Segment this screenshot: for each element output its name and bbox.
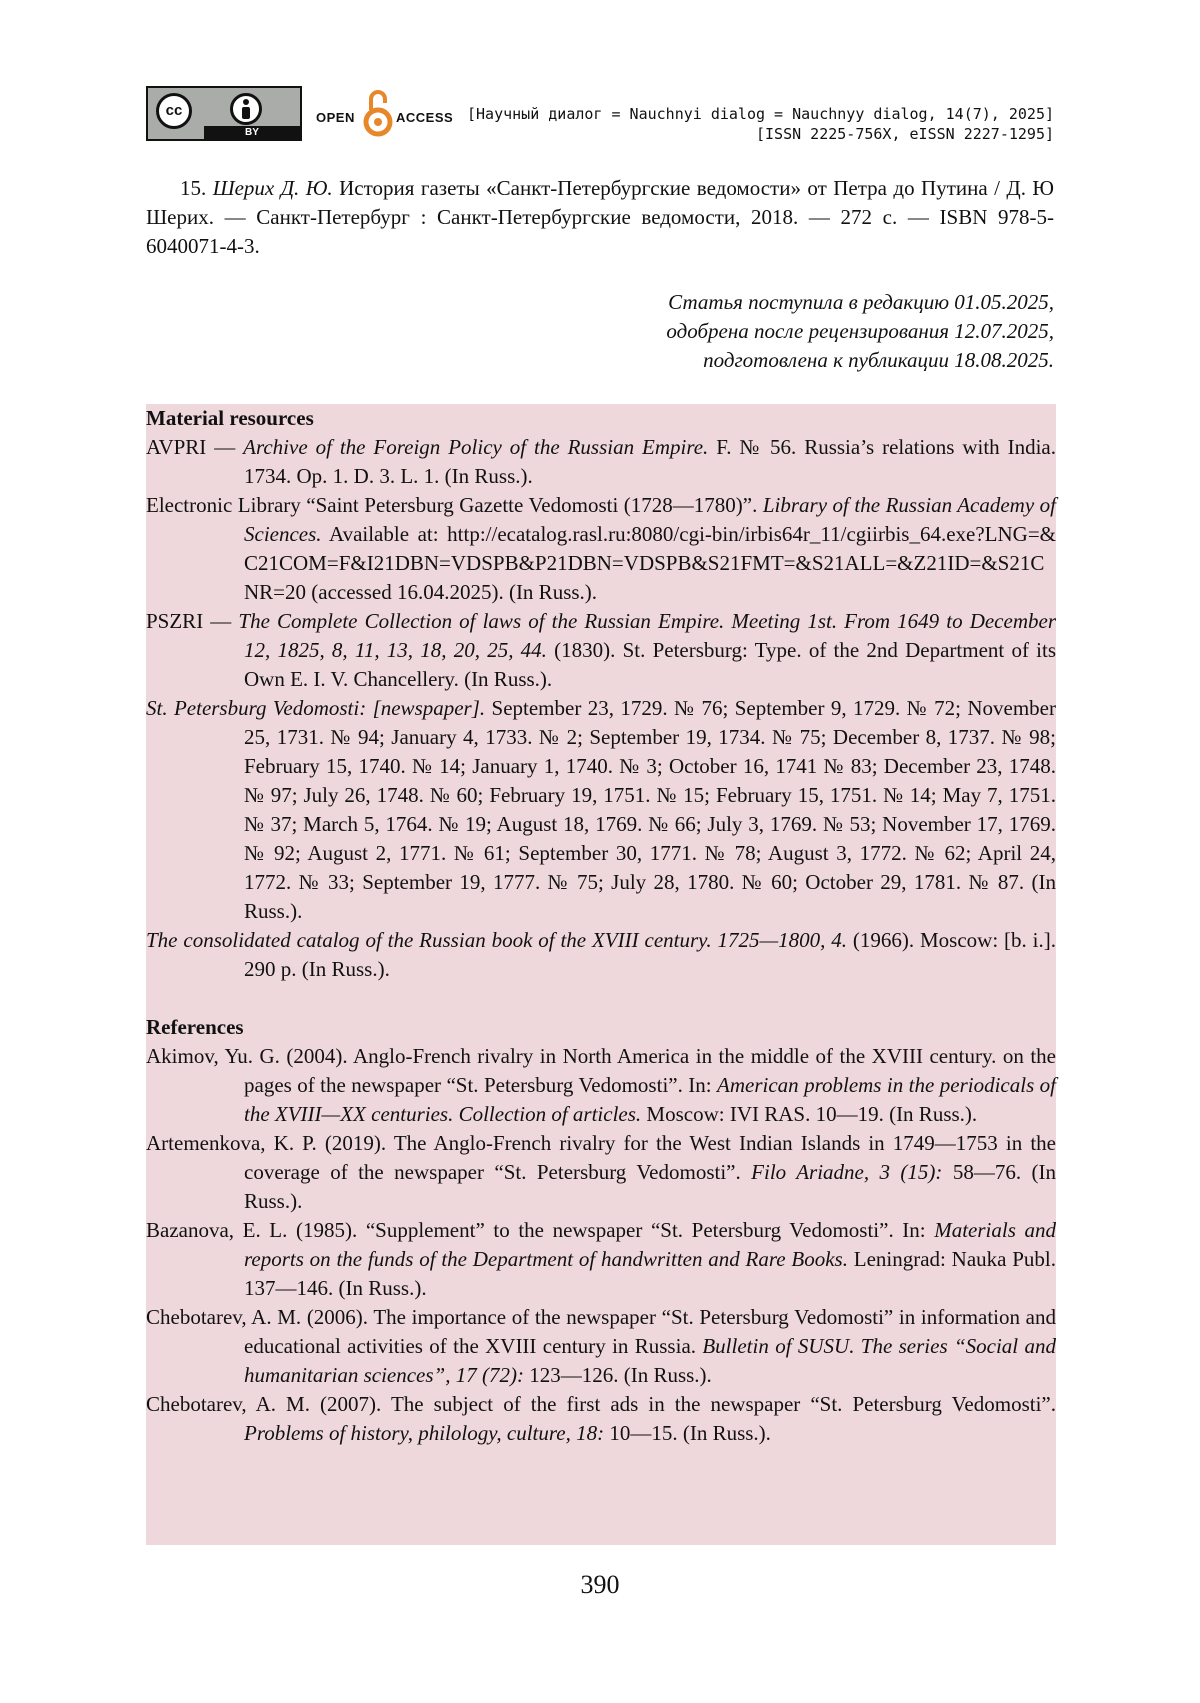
attribution-person-icon: [230, 93, 262, 125]
creative-commons-icon: cc: [156, 93, 192, 129]
journal-citation: [467, 104, 1054, 144]
by-label: BY: [204, 126, 300, 139]
reference-entry-akimov: Akimov, Yu. G. (2004). Anglo-French rivalry in North America in the middle of the XVIII century. on the pages of the newspaper “St. Petersburg Vedomosti”. In: American problems in the periodicals of the XVIII—XX centuries. Collection of articles. Moscow: IVI RAS. 10—19. (In Russ.).: [146, 1044, 1056, 1126]
material-entry-st-petersburg-vedomosti: St. Petersburg Vedomosti: [newspaper]. September 23, 1729. № 76; September 9, 1729. № 72; November 25, 1731. № 94; January 4, 1733. № 2; September 19, 1734. № 75; December 8, 1737. № 98; February 15, 1740. № 14; January 1, 1740. № 3; October 16, 1741 № 83; December 23, 1748. № 97; July 26, 1748. № 60; February 19, 1751. № 15; February 15, 1751. № 14; May 7, 1751. № 37; March 5, 1764. № 19; August 18, 1769. № 66; July 3, 1769. № 53; November 17, 1769. № 92; August 2, 1771. № 61; September 30, 1771. № 78; August 3, 1772. № 62; April 24, 1772. № 33; September 19, 1777. № 75; July 28, 1780. № 60; October 29, 1781. № 87. (In Russ.).: [146, 696, 1056, 923]
reference-entry-chebotarev-2006: Chebotarev, A. M. (2006). The importance of the newspaper “St. Petersburg Vedomosti” in information and educational activities of the XVIII century in Russia. Bulletin of SUSU. The series “Social and humanitarian sciences”, 17 (72): 123—126. (In Russ.).: [146, 1305, 1056, 1387]
material-entry-consolidated-catalog: The consolidated catalog of the Russian book of the XVIII century. 1725—1800, 4. (1966). Moscow: [b. i.]. 290 p. (In Russ.).: [146, 928, 1056, 981]
bibliography-english: [146, 404, 1056, 1448]
open-access-lock-icon: [363, 86, 393, 140]
reference-author: Шерих Д. Ю.: [212, 176, 333, 200]
material-entry-electronic-library: Electronic Library “Saint Petersburg Gazette Vedomosti (1728—1780)”. Library of the Russian Academy of Sciences. Available at: http://ecatalog.rasl.ru:8080/cgi-bin/irbis64r_11/cgiirbis_64.exe?LNG=&C21COM=F&I21DBN=VDSPB&P21DBN=VDSPB&S21FMT=&S21ALL=&Z21ID=&S21CNR=20 (accessed 16.04.2025). (In Russ.).: [146, 493, 1057, 604]
material-resources-heading: Material resources: [146, 406, 314, 430]
open-access-word-open: OPEN: [316, 110, 355, 125]
page-number: 390: [580, 1570, 620, 1599]
material-entry-avpri: AVPRI — Archive of the Foreign Policy of the Russian Empire. F. № 56. Russia’s relations with India. 1734. Op. 1. D. 3. L. 1. (In Russ.).: [146, 435, 1057, 488]
received-date: Статья поступила в редакцию 01.05.2025,: [668, 290, 1054, 314]
reference-text: История газеты «Санкт-Петербургские ведомости» от Петра до Путина / Д. Ю Шерих. — Санкт-Петербург : Санкт-Петербургские ведомости, 2018. — 272 с. — ISBN 978-5-6040071-4-3.: [146, 176, 1055, 258]
cc-by-license-badge: [146, 86, 302, 141]
open-access-word-access: ACCESS: [396, 110, 454, 125]
prepared-date: подготовлена к публикации 18.08.2025.: [703, 348, 1054, 372]
material-entry-pszri: PSZRI — The Complete Collection of laws of the Russian Empire. Meeting 1st. From 1649 to December 12, 1825, 8, 11, 13, 18, 20, 25, 44. (1830). St. Petersburg: Type. of the 2nd Department of its Own E. I. V. Chancellery. (In Russ.).: [146, 609, 1056, 691]
reference-15: [146, 174, 1054, 261]
reference-number: 15.: [180, 176, 207, 200]
article-dates: [666, 288, 1054, 375]
open-access-logo: [316, 86, 456, 140]
journal-title-line: [Научный диалог = Nauchnyi dialog = Nauchnyy dialog, 14(7), 2025]: [467, 105, 1054, 123]
journal-issn-line: [ISSN 2225-756X, eISSN 2227-1295]: [755, 125, 1054, 143]
references-heading: References: [146, 1015, 244, 1039]
reference-entry-bazanova: Bazanova, E. L. (1985). “Supplement” to the newspaper “St. Petersburg Vedomosti”. In: Materials and reports on the funds of the Department of handwritten and Rare Books. Leningrad: Nauka Publ. 137—146. (In Russ.).: [146, 1218, 1057, 1300]
reference-entry-chebotarev-2007: Chebotarev, A. M. (2007). The subject of the first ads in the newspaper “St. Petersburg Vedomosti”. Problems of history, philology, culture, 18: 10—15. (In Russ.).: [146, 1392, 1056, 1445]
approved-date: одобрена после рецензирования 12.07.2025,: [666, 319, 1054, 343]
reference-entry-artemenkova: Artemenkova, K. P. (2019). The Anglo-French rivalry for the West Indian Islands in 1749—1753 in the coverage of the newspaper “St. Petersburg Vedomosti”. Filo Ariadne, 3 (15): 58—76. (In Russ.).: [146, 1131, 1056, 1213]
